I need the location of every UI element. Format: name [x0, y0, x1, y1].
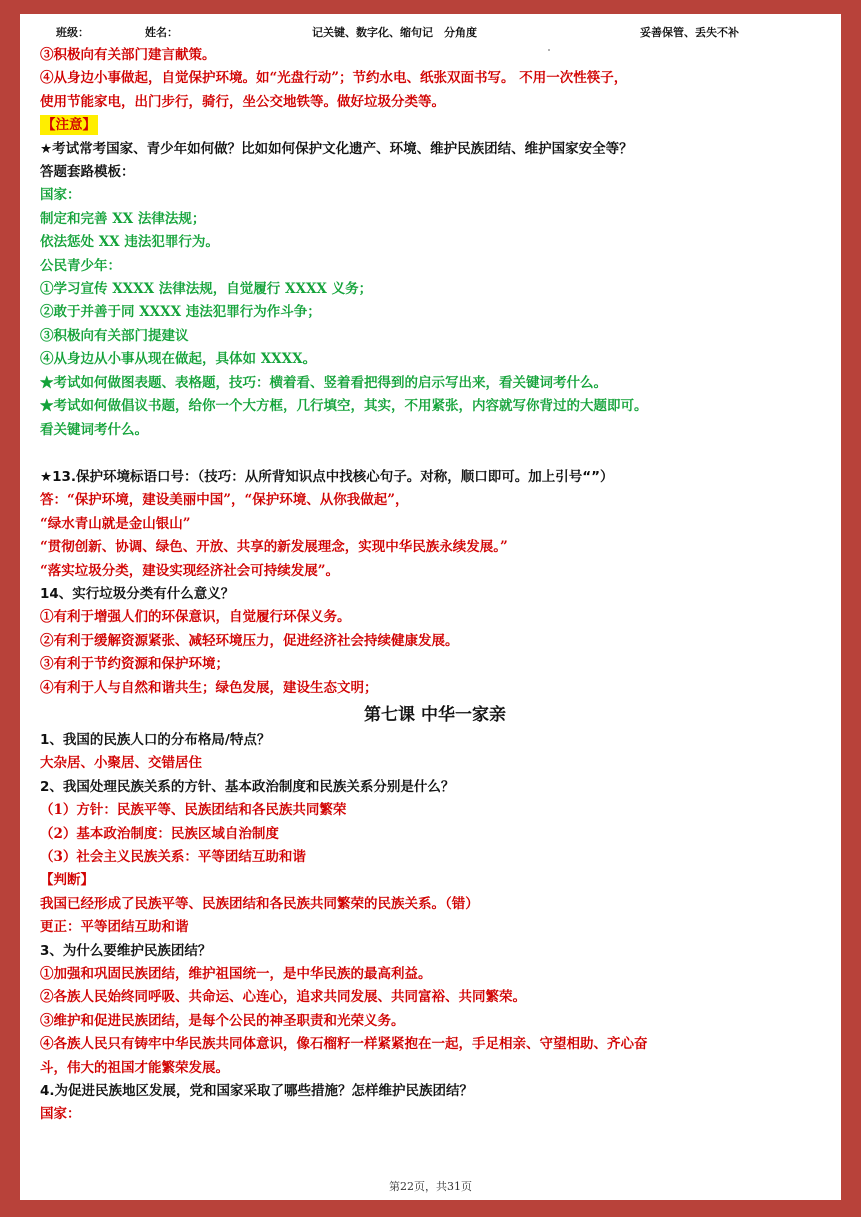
text-line: ③有利于节约资源和保护环境； [40, 656, 229, 673]
question-line: 14、实行垃圾分类有什么意义？ [40, 585, 235, 602]
class-label: 班级： [56, 26, 89, 39]
text-line: 看关键词考什么。 [40, 421, 148, 438]
text-line: ④从身边从小事从现在做起，具体如 XXXX。 [40, 351, 317, 368]
text-line: “贯彻创新、协调、绿色、开放、共享的新发展理念，实现中华民族永续发展。” [40, 539, 508, 556]
text-line: 斗，伟大的祖国才能繁荣发展。 [40, 1059, 229, 1076]
text-line: 我国已经形成了民族平等、民族团结和各民族共同繁荣的民族关系。（错） [40, 895, 479, 912]
text-line: 国家： [40, 187, 81, 204]
text-line: ①有利于增强人们的环保意识，自觉履行环保义务。 [40, 609, 351, 626]
page-footer: 第22页，共31页 [389, 1180, 472, 1193]
text-line: ④有利于人与自然和谐共生；绿色发展，建设生态文明； [40, 679, 378, 696]
text-line: ★考试如何做倡议书题，给你一个大方框，几行填空，其实，不用紧张，内容就写你背过的大题即可。 [40, 398, 648, 415]
text-line: （3）社会主义民族关系：平等团结互助和谐 [40, 849, 306, 865]
text-line: （2）基本政治制度：民族区域自治制度 [40, 825, 279, 842]
note-tag: 【注意】 [42, 117, 96, 134]
name-label: 姓名： [145, 26, 178, 39]
question-line: 1、我国的民族人口的分布格局/特点？ [40, 731, 271, 748]
text-line: ②敢于并善于同 XXXX 违法犯罪行为作斗争； [40, 304, 321, 321]
note-tag-line [40, 114, 830, 137]
lesson-title: 第七课 中华一家亲 [364, 704, 506, 725]
document-page [20, 14, 841, 1200]
question-line: ★13.保护环境标语口号：（技巧：从所背知识点中找核心句子。对称，顺口即可。加上引号“”） [40, 468, 614, 485]
question-line: 2、我国处理民族关系的方针、基本政治制度和民族关系分别是什么？ [40, 778, 455, 795]
question-line: 4.为促进民族地区发展，党和国家采取了哪些措施？怎样维护民族团结？ [40, 1083, 474, 1100]
text-line: 国家： [40, 1106, 81, 1123]
text-line: 【判断】 [40, 872, 94, 889]
text-line: 更正：平等团结互助和谐 [40, 919, 189, 936]
text-line: ②各族人民始终同呼吸、共命运、心连心，追求共同发展、共同富裕、共同繁荣。 [40, 989, 526, 1006]
text-line: ④各族人民只有铸牢中华民族共同体意识，像石榴籽一样紧紧抱在一起，手足相亲、守望相助、齐心奋 [40, 1036, 648, 1053]
question-line: ★考试常考国家、青少年如何做？比如如何保护文化遗产、环境、维护民族团结、维护国家安全等？ [40, 140, 633, 157]
question-line: 3、为什么要维护民族团结？ [40, 942, 212, 959]
document-body [40, 44, 830, 1127]
spacer [40, 442, 830, 466]
text-line: 大杂居、小聚居、交错居住 [40, 755, 202, 772]
text-line: “落实垃圾分类，建设实现经济社会可持续发展”。 [40, 562, 340, 579]
text-line: ②有利于缓解资源紧张、减轻环境压力，促进经济社会持续健康发展。 [40, 632, 459, 649]
header-slogan-1: 记关键、数字化、缩句记 分角度 [312, 26, 477, 39]
text-line: ①学习宣传 XXXX 法律法规，自觉履行 XXXX 义务； [40, 281, 373, 298]
text-line: 答：“保护环境，建设美丽中国”，“保护环境、从你我做起”， [40, 492, 409, 509]
text-line: ③维护和促进民族团结，是每个公民的神圣职责和光荣义务。 [40, 1012, 405, 1029]
text-line: 使用节能家电，出门步行，骑行，坐公交地铁等。做好垃圾分类等。 [40, 93, 445, 110]
text-line: ③积极向有关部门提建议 [40, 327, 189, 344]
question-line: 答题套路模板： [40, 164, 135, 181]
page-header [20, 22, 841, 42]
text-line: 制定和完善 XX 法律法规； [40, 210, 206, 227]
text-line: “绿水青山就是金山银山” [40, 515, 191, 532]
text-line: ★考试如何做图表题、表格题，技巧：横着看、竖着看把得到的启示写出来，看关键词考什么。 [40, 374, 607, 391]
text-line: ①加强和巩固民族团结，维护祖国统一，是中华民族的最高利益。 [40, 966, 432, 983]
text-line: （1）方针：民族平等、民族团结和各民族共同繁荣 [40, 802, 347, 819]
text-line: ④从身边小事做起，自觉保护环境。如“光盘行动”；节约水电、纸张双面书写。 不用一次性筷子， [40, 70, 628, 87]
text-line: 依法惩处 XX 违法犯罪行为。 [40, 234, 219, 251]
text-line: 公民青少年： [40, 257, 121, 274]
text-line: ③积极向有关部门建言献策。 [40, 47, 216, 63]
header-slogan-2: 妥善保管、丢失不补 [640, 26, 739, 39]
